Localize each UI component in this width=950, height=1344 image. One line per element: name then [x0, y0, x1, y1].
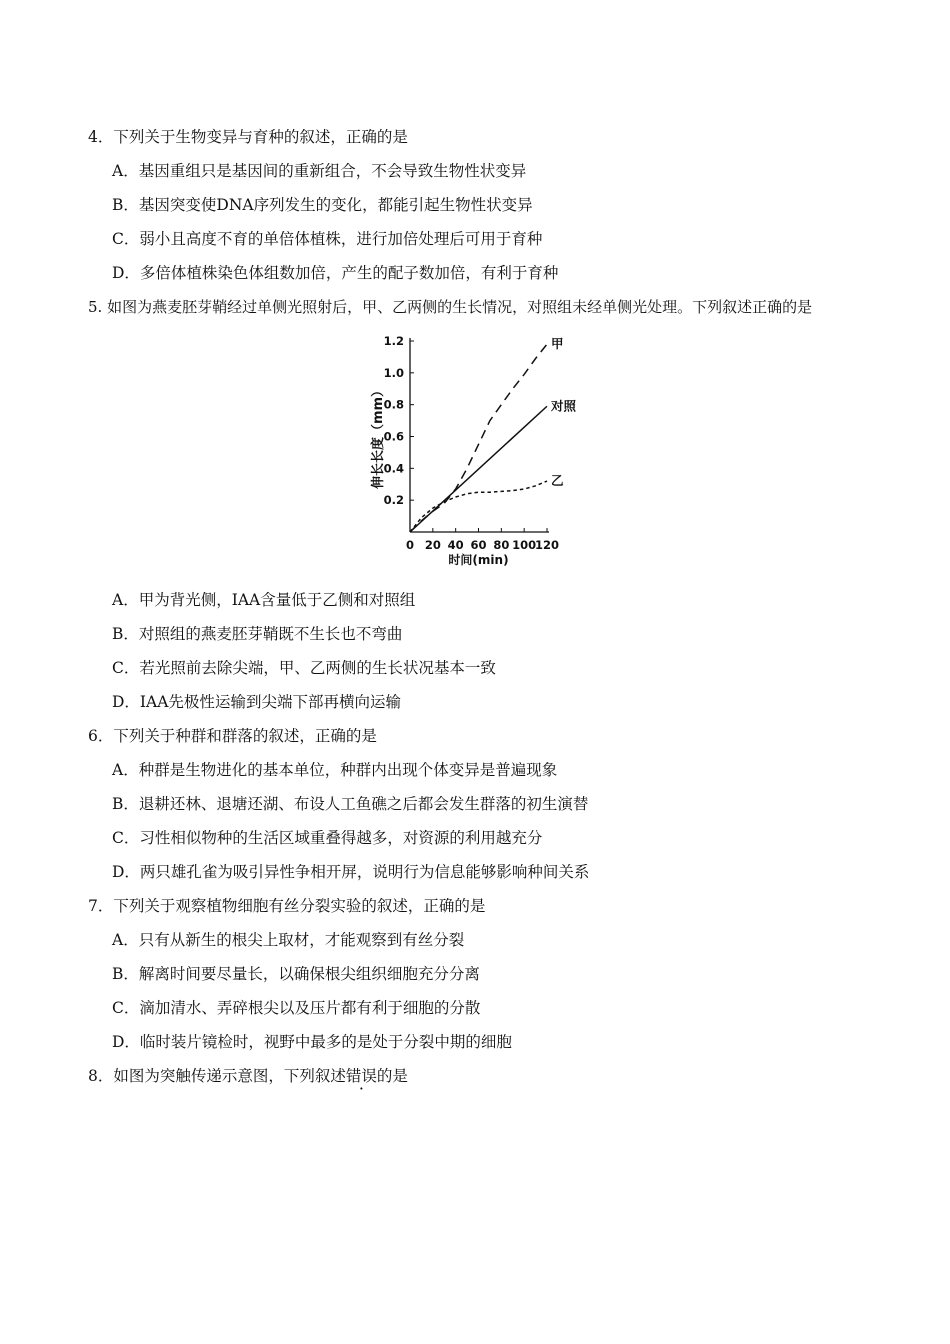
chart-axes	[410, 338, 549, 532]
q4-option-b: B．基因突变使DNA序列发生的变化，都能引起生物性状变异	[112, 196, 533, 214]
y-tick-label: 0.2	[383, 493, 404, 508]
y-tick-label: 1.0	[383, 365, 404, 380]
x-tick-label: 100	[512, 538, 537, 552]
series-label-1: 对照	[551, 398, 577, 414]
x-tick-label: 60	[470, 538, 487, 552]
x-tick-label: 20	[424, 538, 441, 552]
q6-option-c: C．习性相似物种的生活区域重叠得越多，对资源的利用越充分	[112, 829, 543, 847]
series-label-0: 甲	[551, 336, 564, 352]
question-8-stem	[88, 1066, 408, 1086]
q7-option-c: C．滴加清水、弄碎根尖以及压片都有利于细胞的分散	[112, 999, 481, 1017]
x-axis-title: 时间(min)	[448, 553, 509, 567]
x-tick-label: 80	[493, 538, 510, 552]
series-line-0	[410, 344, 547, 532]
question-5-stem: 5. 如图为燕麦胚芽鞘经过单侧光照射后，甲、乙两侧的生长情况，对照组未经单侧光处理。下列叙述正确的是	[88, 298, 813, 316]
y-tick-label: 1.2	[383, 334, 404, 348]
q4-option-c: C．弱小且高度不育的单倍体植株，进行加倍处理后可用于育种	[112, 230, 543, 248]
y-tick-label: 0.6	[383, 429, 404, 444]
growth-line-chart	[360, 328, 600, 576]
question-6-stem: 6．下列关于种群和群落的叙述，正确的是	[88, 727, 377, 745]
chart-series	[410, 344, 547, 532]
x-tick-label: 40	[447, 538, 464, 552]
q6-option-d: D．两只雄孔雀为吸引异性争相开屏，说明行为信息能够影响种间关系	[112, 863, 590, 881]
q6-option-a: A．种群是生物进化的基本单位，种群内出现个体变异是普遍现象	[112, 761, 558, 779]
q8-emphasis: 错误	[345, 1067, 377, 1085]
q5-option-c: C．若光照前去除尖端，甲、乙两侧的生长状况基本一致	[112, 659, 496, 677]
q6-option-b: B．退耕还林、退塘还湖、布设人工鱼礁之后都会发生群落的初生演替	[112, 795, 589, 813]
y-tick-label: 0.4	[383, 461, 404, 476]
series-line-2	[410, 481, 547, 532]
series-label-2: 乙	[551, 473, 564, 489]
question-4-stem: 4．下列关于生物变异与育种的叙述，正确的是	[88, 128, 408, 146]
q7-option-a: A．只有从新生的根尖上取材，才能观察到有丝分裂	[112, 931, 465, 949]
q8-stem-prefix: 8．如图为突触传递示意图，下列叙述	[88, 1067, 346, 1085]
q4-option-a: A．基因重组只是基因间的重新组合，不会导致生物性状变异	[112, 162, 527, 180]
question-7-stem: 7．下列关于观察植物细胞有丝分裂实验的叙述，正确的是	[88, 897, 486, 915]
q5-option-a: A．甲为背光侧，IAA含量低于乙侧和对照组	[112, 591, 416, 609]
y-tick-label: 0.8	[383, 397, 404, 412]
series-line-1	[410, 406, 547, 532]
x-tick-label: 120	[534, 538, 560, 552]
q4-option-d: D．多倍体植株染色体组数加倍，产生的配子数加倍，有利于育种	[112, 264, 559, 282]
q8-stem-suffix: 的是	[376, 1067, 408, 1085]
y-axis-title: 伸长长度（mm）	[371, 383, 386, 490]
q5-option-b: B．对照组的燕麦胚芽鞘既不生长也不弯曲	[112, 625, 403, 643]
q5-option-d: D．IAA先极性运输到尖端下部再横向运输	[112, 693, 401, 711]
q7-option-d: D．临时装片镜检时，视野中最多的是处于分裂中期的细胞	[112, 1033, 512, 1051]
q7-option-b: B．解离时间要尽量长，以确保根尖组织细胞充分分离	[112, 965, 480, 983]
x-tick-label: 0	[405, 538, 415, 552]
